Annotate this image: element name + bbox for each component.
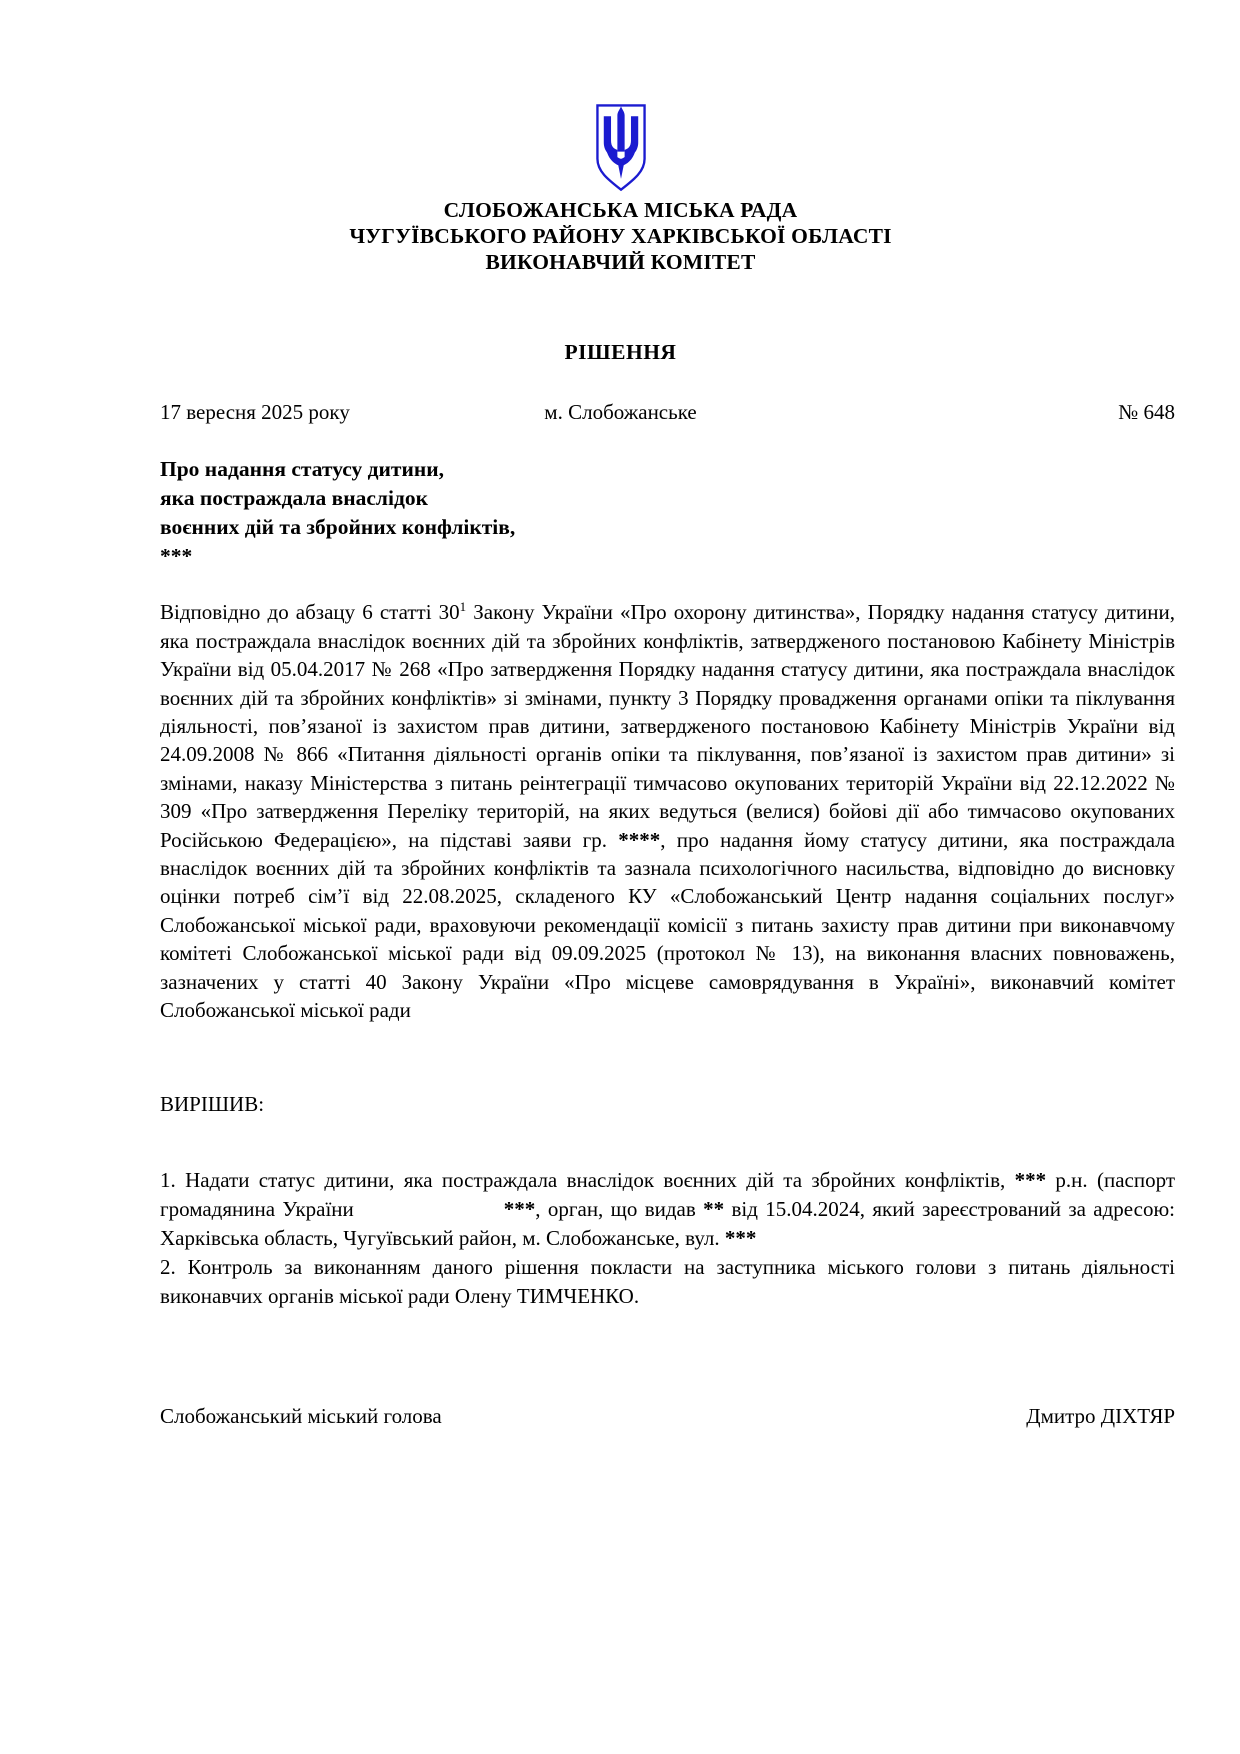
document-meta-row	[160, 400, 1175, 429]
item-text: р.н. (паспорт громадянина України	[160, 1168, 1176, 1222]
org-name-line: СЛОБОЖАНСЬКА МІСЬКА РАДА	[443, 198, 798, 222]
document-number: № 648	[1118, 400, 1175, 425]
redacted-value: **	[703, 1197, 725, 1222]
redacted-name: ****	[618, 827, 661, 852]
org-committee-line: ВИКОНАВЧИЙ КОМІТЕТ	[485, 249, 756, 274]
document-place: м. Слобожанське	[544, 400, 697, 425]
signature-row	[160, 1402, 1175, 1430]
preamble-paragraph	[160, 598, 1175, 1024]
org-region-line: ЧУГУЇВСЬКОГО РАЙОНУ ХАРКІВСЬКОЇ ОБЛАСТІ	[349, 223, 892, 248]
emblem-container	[160, 100, 1081, 196]
preamble-text: Закону України «Про охорону дитинства», Порядку надання статусу дитини, яка постраждала внаслідок воєнних дій та збройних конфліктів, затвердженого постановою Кабінету Міністрів України від 05.04.2017 № 268 «Про затвердження Порядку надання статусу дитини, яка постраждала внаслідок воєнних дій та збройних конфліктів» зі змінами, пункту 3 Порядку провадження органами опіки та піклування діяльності, пов’язаної із захистом прав дитини, затвердженого постановою Кабінету Міністрів України від 24.09.2008 № 866 «Питання діяльності органів опіки та піклування, пов’язаної із захистом прав дитини» зі змінами, наказу Міністерства з питань реінтеграції тимчасово окупованих територій України від 22.12.2022 № 309 «Про затвердження Переліку територій, на яких ведуться (велися) бойові дії або тимчасово окупованих Російською Федерацією», на підставі заяви гр.	[160, 600, 1176, 852]
subject-block	[160, 455, 1175, 571]
signatory-name: Дмитро ДІХТЯР	[1026, 1404, 1175, 1429]
decision-items	[160, 1166, 1175, 1310]
decision-item-2: 2. Контроль за виконанням даного рішення покласти на заступника міського голови з питань діяльності виконавчих органів міської ради Олену ТИМЧЕНКО.	[160, 1254, 1175, 1308]
signatory-title: Слобожанський міський голова	[160, 1404, 442, 1429]
subject-line: яка постраждала внаслідок	[160, 486, 428, 511]
preamble-text: , про надання йому статусу дитини, яка постраждала внаслідок воєнних дій та збройних конфліктів та зазнала психологічного насильства, відповідно до висновку оцінки потреб сім’ї від 22.08.2025, складеного КУ «Слобожанський Центр надання соціальних послуг» Слобожанської міської ради, враховуючи рекомендації комісії з питань захисту прав дитини при виконавчому комітеті Слобожанської міської ради від 09.09.2025 (протокол № 13), на виконання власних повноважень, зазначених у статті 40 Закону України «Про місцеве самоврядування в Україні», виконавчий комітет Слобожанської міської ради	[160, 827, 1175, 1023]
resolved-heading: ВИРІШИВ:	[160, 1092, 265, 1117]
ukraine-trident-emblem-icon	[592, 100, 650, 196]
item-text: 1. Надати статус дитини, яка постраждала внаслідок воєнних дій та збройних конфліктів,	[160, 1168, 1015, 1193]
subject-line: воєнних дій та збройних конфліктів,	[160, 515, 516, 540]
subject-redaction: ***	[160, 544, 193, 569]
organization-header	[160, 198, 1081, 275]
document-type-title: РІШЕННЯ	[564, 340, 677, 365]
decision-item-1	[160, 1166, 1175, 1252]
redacted-value: ***	[1014, 1168, 1047, 1193]
redacted-value: ***	[724, 1226, 757, 1251]
document-date: 17 вересня 2025 року	[160, 400, 350, 425]
subject-line: Про надання статусу дитини,	[160, 457, 445, 482]
footnote-superscript: 1	[459, 599, 467, 615]
item-text: від 15.04.2024, який зареєстрований за адресою: Харківська область, Чугуївський район, м. Слобожанське, вул.	[160, 1197, 1175, 1251]
preamble-text: Відповідно до абзацу 6 статті 30	[160, 600, 460, 625]
redacted-value: ***	[503, 1197, 536, 1222]
item-text: , орган, що видав	[535, 1197, 704, 1222]
